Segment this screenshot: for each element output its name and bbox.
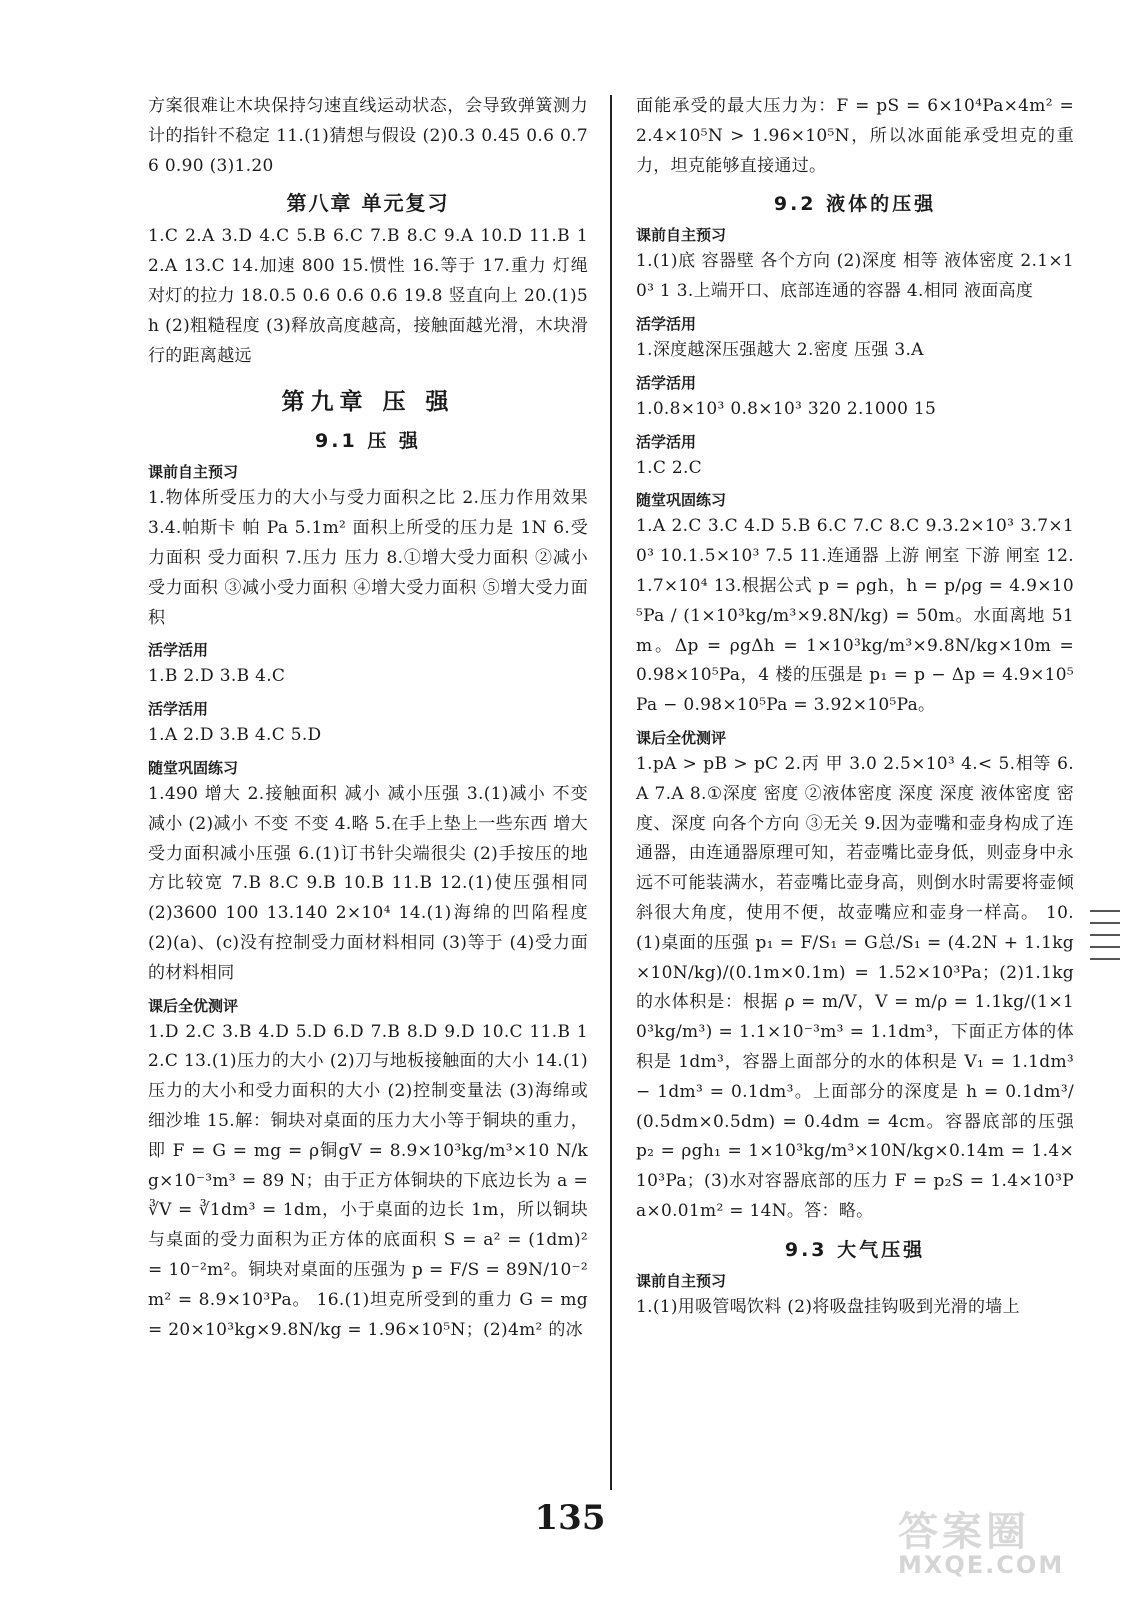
s92-after-class-answers: 1.pA > pB > pC 2.丙 甲 3.0 2.5×10³ 4.< 5.相等 6.A 7.A 8.①深度 密度 ②液体密度 深度 深度 液体密度 密度、深度 向各个方向 ③无关 9.因为壶嘴和壶身构成了连通器，由连通器原理可知，若壶嘴比壶身低，则壶身中永远不可能装满水，若壶嘴比壶身高，则倒水时需要将壶倾斜很大角度，使用不便，故壶嘴应和壶身一样高。 10.(1)桌面的压强 p₁ = F/S₁ = G总/S₁ = (4.2N + 1.1kg×10N/kg)/(0.1m×0.1m) = 1.52×10³Pa；(2)1.1kg 的水体积是：根据 ρ = m/V，V = m/ρ = 1.1kg/(1×10³kg/m³) = 1.1×10⁻³m³ = 1.1dm³，下面正方体的体积是 1dm³，容器上面部分的水的体积是 V₁ = 1.1dm³ − 1dm³ = 0.1dm³。上面部分的深度是 h = 0.1dm³/(0.5dm×0.5dm) = 0.4dm = 4cm。容器底部的压强 p₂ = ρgh₁ = 1×10³kg/m³×10N/kg×0.14m = 1.4×10³Pa；(3)水对容器底部的压力 F = p₂S = 1.4×10³Pa×0.01m² = 14N。答：略。: [636, 753, 1074, 1221]
section-9-2-title: 9.2 液体的压强: [773, 193, 937, 216]
subheading-apply: 活学活用: [636, 314, 697, 333]
watermark-top-text: 答案圈: [898, 1509, 1030, 1555]
section-9-1-title: 9.1 压 强: [315, 430, 421, 453]
edge-marks: [1090, 900, 1120, 1020]
s92-preview-answers: 1.(1)底 容器壁 各个方向 (2)深度 相等 液体密度 2.1×10³ 1 3.上端开口、底部连通的容器 4.相同 液面高度: [636, 251, 1074, 302]
left-intro-text: 方案很难让木块保持匀速直线运动状态，会导致弹簧测力计的指针不稳定 11.(1)猜想与假设 (2)0.3 0.45 0.6 0.76 0.90 (3)1.20: [148, 96, 588, 176]
s91-apply-answers-1: 1.B 2.D 3.B 4.C: [148, 666, 286, 687]
chapter-9-title: 第九章 压 强: [281, 389, 455, 416]
subheading-in-class: 随堂巩固练习: [148, 758, 239, 777]
chapter-8-title: 第八章 单元复习: [286, 191, 450, 216]
s92-in-class-answers: 1.A 2.C 3.C 4.D 5.B 6.C 7.C 8.C 9.3.2×10³ 3.7×10³ 10.1.5×10³ 7.5 11.连通器 上游 闸室 下游 闸室 12.1.7×10⁴ 13.根据公式 p = ρgh，h = p/ρg = 4.9×10⁵Pa / (1×10³kg/m³×9.8N/kg) = 50m。水面离地 51m。Δp = ρgΔh = 1×10³kg/m³×9.8N/kg×10m = 0.98×10⁵Pa，4 楼的压强是 p₁ = p − Δp = 4.9×10⁵Pa − 0.98×10⁵Pa = 3.92×10⁵Pa。: [636, 516, 1074, 716]
subheading-apply: 活学活用: [636, 432, 697, 451]
column-divider: [610, 95, 612, 1490]
chapter-8-answers: 1.C 2.A 3.D 4.C 5.B 6.C 7.B 8.C 9.A 10.D 11.B 12.A 13.C 14.加速 800 15.惯性 16.等于 17.重力 灯绳对灯的拉力 18.0.5 0.6 0.6 0.6 19.8 竖直向上 20.(1)5h (2)粗糙程度 (3)释放高度越高，接触面越光滑，木块滑行的距离越远: [148, 226, 588, 366]
s91-preview-answers: 1.物体所受压力的大小与受力面积之比 2.压力作用效果 3.4.帕斯卡 帕 Pa 5.1m² 面积上所受的压力是 1N 6.受力面积 受力面积 7.压力 压力 8.①增大受力面积 ②减小受力面积 ③减小受力面积 ④增大受力面积 ⑤增大受力面积: [148, 488, 588, 628]
subheading-apply: 活学活用: [148, 700, 209, 719]
right-column: [636, 92, 1074, 1323]
subheading-preview: 课前自主预习: [148, 463, 239, 482]
subheading-apply: 活学活用: [636, 373, 697, 392]
subheading-preview: 课前自主预习: [636, 1271, 727, 1290]
subheading-in-class: 随堂巩固练习: [636, 491, 727, 510]
subheading-preview: 课前自主预习: [636, 226, 727, 245]
page-number: 135: [534, 1498, 606, 1538]
s91-after-class-answers: 1.D 2.C 3.B 4.D 5.D 6.D 7.B 8.D 9.D 10.C 11.B 12.C 13.(1)压力的大小 (2)刀与地板接触面的大小 14.(1)压力的大小和受力面积的大小 (2)控制变量法 (3)海绵或细沙堆 15.解：铜块对桌面的压力大小等于铜块的重力，即 F = G = mg = ρ铜gV = 8.9×10³kg/m³×10 N/kg×10⁻³m³ = 89 N；由于正方体铜块的下底边长为 a = ∛V = ∛1dm³ = 1dm，小于桌面的边长 1m，所以铜块与桌面的受力面积为正方体的底面积 S = a² = (1dm)² = 10⁻²m²。铜块对桌面的压强为 p = F/S = 89N/10⁻²m² = 8.9×10³Pa。 16.(1)坦克所受到的重力 G = mg = 20×10³kg×9.8N/kg = 1.96×10⁵N；(2)4m² 的冰: [148, 1021, 588, 1340]
s92-apply-answers-3: 1.C 2.C: [636, 457, 702, 478]
subheading-apply: 活学活用: [148, 641, 209, 660]
s92-apply-answers-2: 1.0.8×10³ 0.8×10³ 320 2.1000 15: [636, 398, 937, 419]
subheading-after-class: 课后全优测评: [148, 996, 239, 1015]
s92-apply-answers-1: 1.深度越深压强越大 2.密度 压强 3.A: [636, 339, 924, 360]
s91-in-class-answers: 1.490 增大 2.接触面积 减小 减小压强 3.(1)减小 不变 减小 (2)减小 不变 不变 4.略 5.在手上垫上一些东西 增大受力面积减小压强 6.(1)订书针尖端很尖 (2)手按压的地方比较宽 7.B 8.C 9.B 10.B 11.B 12.(1)使压强相同 (2)3600 100 13.140 2×10⁴ 14.(1)海绵的凹陷程度 (2)(a)、(c)没有控制受力面材料相同 (3)等于 (4)受力面的材料相同: [148, 783, 588, 983]
left-column: [148, 92, 588, 1345]
right-intro-text: 面能承受的最大压力为：F = pS = 6×10⁴Pa×4m² = 2.4×10⁵N > 1.96×10⁵N，所以冰面能承受坦克的重力，坦克能够直接通过。: [636, 96, 1074, 176]
subheading-after-class: 课后全优测评: [636, 728, 727, 747]
section-9-3-title: 9.3 大气压强: [784, 1238, 926, 1261]
watermark-logo: [898, 1500, 1098, 1590]
s91-apply-answers-2: 1.A 2.D 3.B 4.C 5.D: [148, 725, 322, 746]
watermark-bottom-text: MXQE.COM: [898, 1551, 1065, 1579]
s93-preview-answers: 1.(1)用吸管喝饮料 (2)将吸盘挂钩吸到光滑的墙上: [636, 1296, 1020, 1317]
